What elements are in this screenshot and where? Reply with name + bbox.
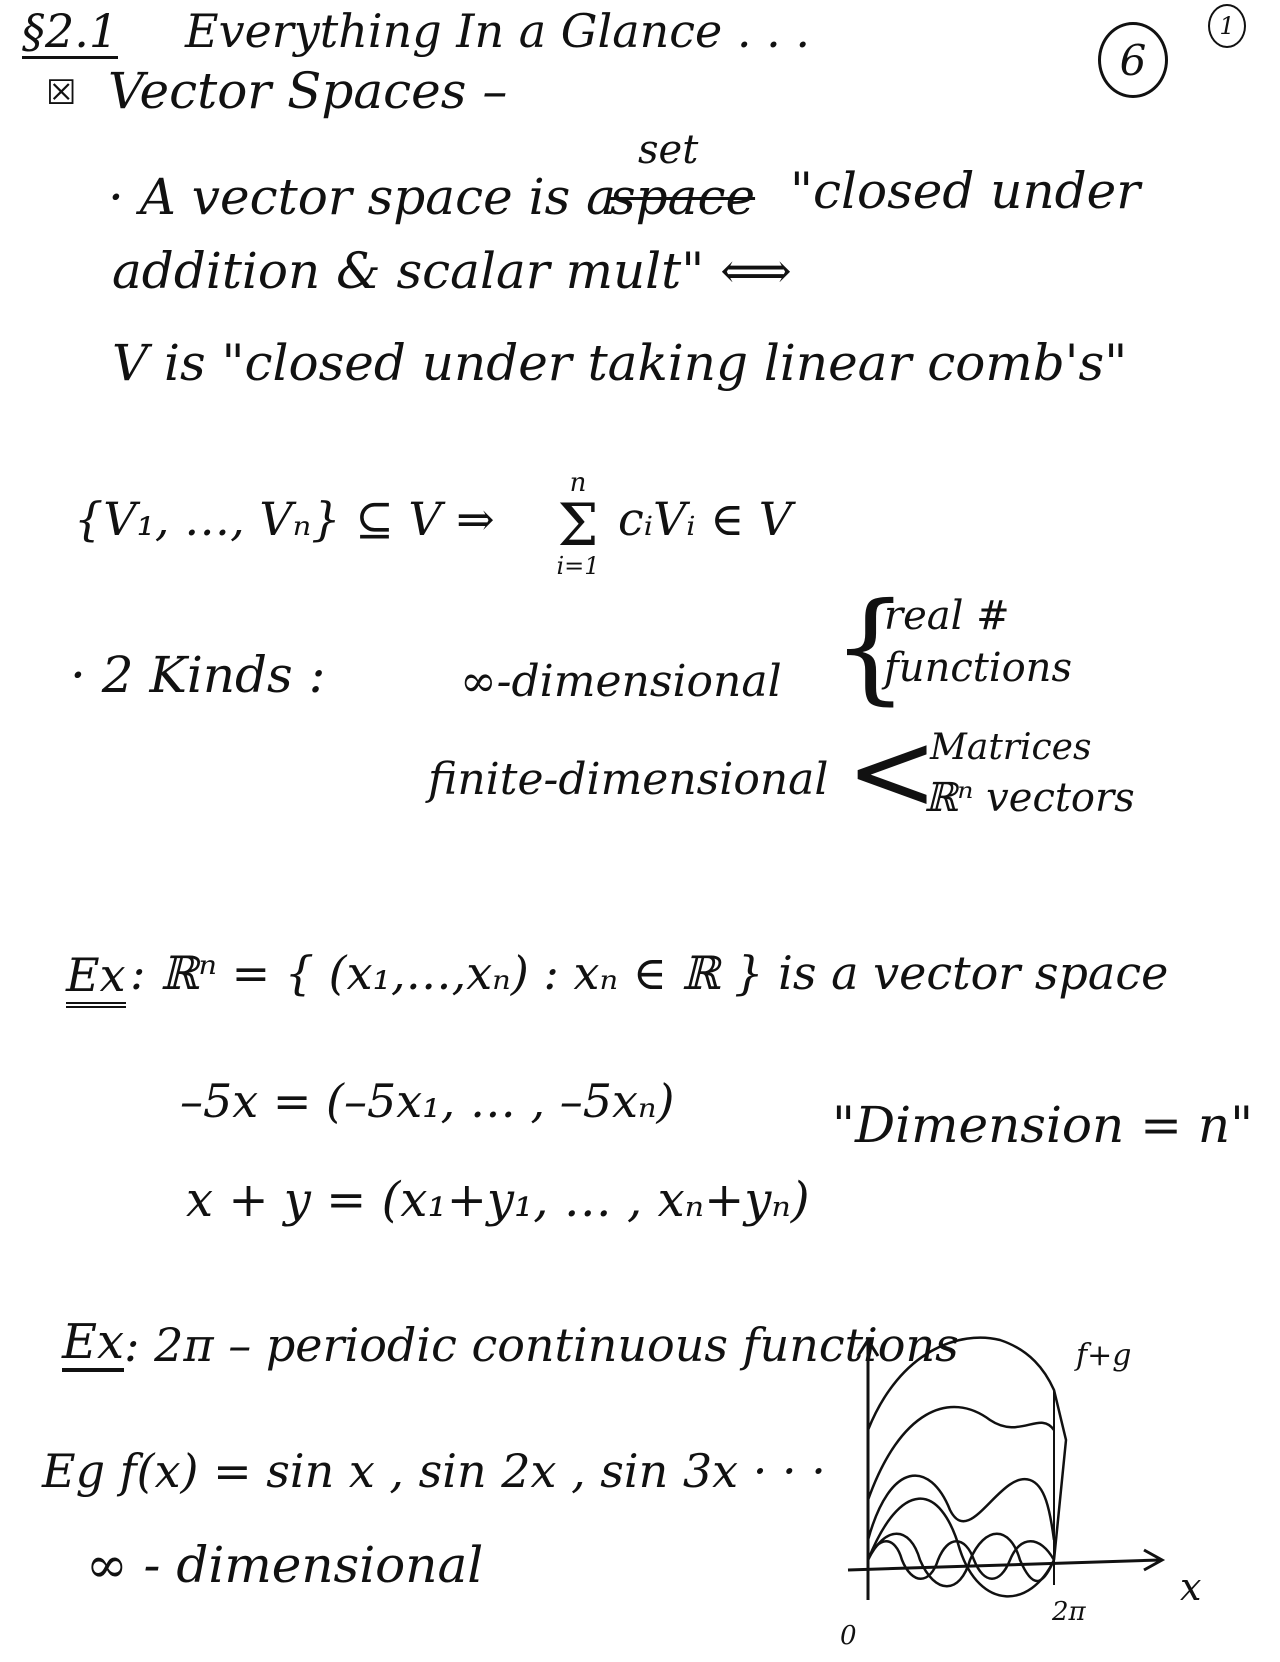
infinite-dimensional: ∞-dimensional — [460, 656, 782, 707]
struck-word: space — [610, 168, 756, 226]
example-2-statement: : 2π – periodic continuous functions — [124, 1318, 959, 1372]
end-label: 2π — [1052, 1597, 1086, 1627]
summation-lower: i=1 — [556, 552, 600, 580]
curve-upper — [868, 1407, 1054, 1500]
example-1-label: Ex — [66, 952, 126, 1008]
summation-sign: Σ — [557, 491, 599, 559]
finite-dimensional: finite-dimensional — [428, 754, 829, 805]
scalar-multiplication: –5x = (–5x₁, … , –5xₙ) — [180, 1074, 675, 1128]
example-2-label: Ex — [62, 1314, 125, 1370]
periodic-functions-sketch — [840, 1310, 1240, 1650]
inserted-word: set — [638, 127, 699, 173]
definition-line-2: addition & scalar mult" ⟺ — [112, 242, 792, 300]
infinite-brace: { — [832, 578, 909, 717]
vector-addition: x + y = (x₁+y₁, … , xₙ+yₙ) — [186, 1172, 810, 1228]
summation — [548, 470, 608, 578]
formula-lhs: {V₁, …, Vₙ} ⊆ V ⇒ — [74, 492, 495, 546]
origin-label: 0 — [840, 1621, 857, 1650]
finite-angle-bracket: < — [846, 707, 939, 835]
infinite-item-1: real # — [884, 593, 1010, 639]
page-number-small-text: 1 — [1219, 12, 1235, 40]
curve-label: f+g — [1076, 1338, 1132, 1373]
x-axis-label: x — [1180, 1565, 1202, 1609]
definition-line-1-end: "closed under — [790, 162, 1141, 220]
topic-heading: Vector Spaces – — [108, 62, 508, 120]
infinite-item-2: functions — [884, 645, 1072, 691]
page-number-circled — [1098, 22, 1168, 98]
kinds-label: · 2 Kinds : — [70, 646, 326, 704]
summation-upper: n — [569, 468, 587, 498]
x-axis — [848, 1560, 1160, 1570]
example-2-dimension: ∞ - dimensional — [86, 1536, 484, 1594]
curve-f-plus-g — [868, 1338, 1066, 1560]
finite-item-1: Matrices — [930, 727, 1092, 768]
page-number-circled-text: 6 — [1119, 35, 1147, 85]
definition-line-1-start: · A vector space is a — [108, 168, 616, 226]
definition-line-3: V is "closed under taking linear comb's" — [112, 334, 1128, 392]
example-2-eg: Eg f(x) = sin x , sin 2x , sin 3x · · · — [42, 1444, 826, 1498]
topic-checkbox-icon: ☒ — [46, 73, 77, 113]
dimension-note: "Dimension = n" — [832, 1096, 1254, 1154]
curve-middle — [868, 1476, 1054, 1540]
finite-item-2: ℝⁿ vectors — [924, 775, 1135, 821]
page-number-small — [1208, 4, 1246, 48]
formula-rhs: cᵢVᵢ ∈ V — [618, 492, 793, 546]
example-1-statement: : ℝⁿ = { (x₁,…,xₙ) : xₙ ∈ ℝ } is a vector space — [130, 946, 1169, 1000]
section-number: §2.1 — [22, 4, 119, 58]
page-title: Everything In a Glance . . . — [185, 4, 810, 58]
